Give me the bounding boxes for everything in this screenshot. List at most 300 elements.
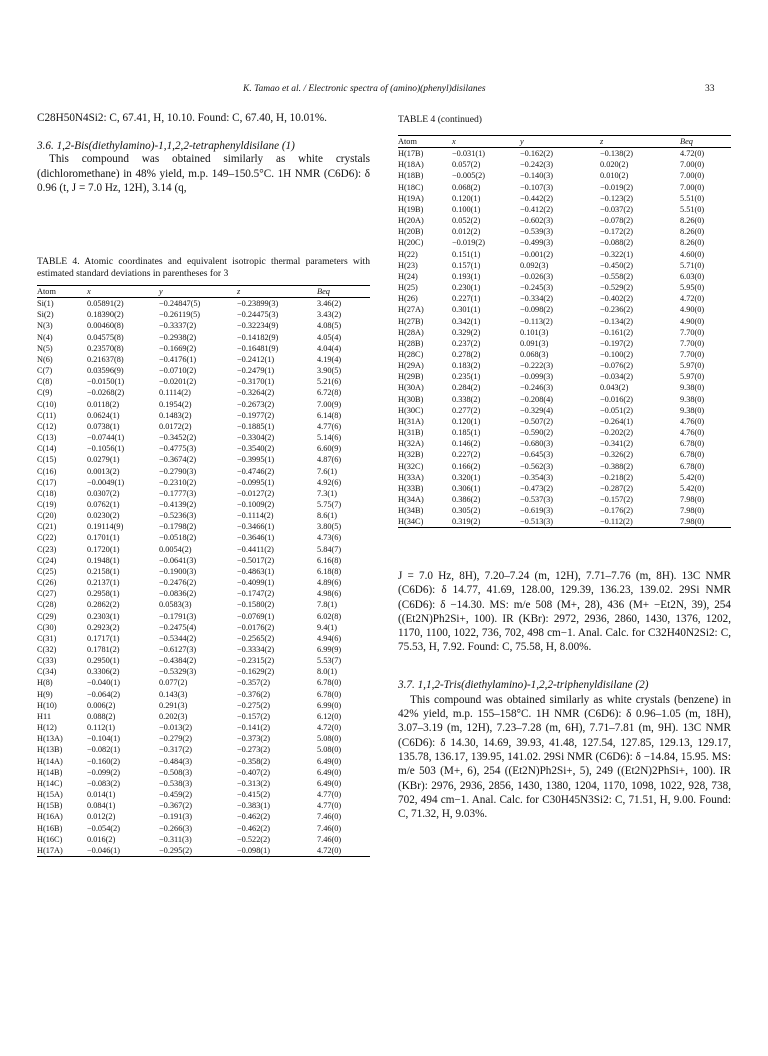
table-row xyxy=(37,365,370,376)
table-cell: 0.101(3) xyxy=(520,327,549,337)
table-cell: 4.72(0) xyxy=(317,723,342,733)
table-cell: −0.1580(2) xyxy=(237,600,275,610)
table-row xyxy=(37,555,370,566)
table-cell: 0.014(1) xyxy=(87,790,116,800)
table-row xyxy=(37,588,370,599)
table-cell: 0.0624(1) xyxy=(87,410,120,420)
table-cell: 5.71(0) xyxy=(680,260,705,270)
table-row xyxy=(37,510,370,521)
table-cell: H11 xyxy=(37,711,51,721)
table-cell: −0.037(2) xyxy=(600,204,634,214)
table-row xyxy=(37,677,370,688)
table-cell: −0.202(2) xyxy=(600,428,634,438)
table-row xyxy=(398,438,731,449)
table-cell: 0.120(1) xyxy=(452,416,481,426)
table-cell: 9.4(1) xyxy=(317,622,338,632)
table-cell: H(9) xyxy=(37,689,53,699)
table-cell: H(27A) xyxy=(398,305,424,315)
table-cell: 0.2950(1) xyxy=(87,656,120,666)
table-cell: 7.98(0) xyxy=(680,506,705,516)
table-cell: 4.87(6) xyxy=(317,455,342,465)
table-cell: −0.2565(2) xyxy=(237,633,275,643)
table-cell: −0.450(2) xyxy=(600,260,634,270)
table-cell: −0.484(3) xyxy=(159,756,193,766)
table-row xyxy=(398,461,731,472)
table-cell: −0.246(3) xyxy=(520,383,554,393)
table-cell: 3.46(2) xyxy=(317,299,342,309)
table-cell: H(19A) xyxy=(398,193,424,203)
table-cell: 0.016(2) xyxy=(87,834,116,844)
table-cell: 5.21(6) xyxy=(317,377,342,387)
table-cell: 0.100(1) xyxy=(452,204,481,214)
table-row xyxy=(398,505,731,516)
table-cell: −0.064(2) xyxy=(87,689,121,699)
table-cell: −0.24475(3) xyxy=(237,310,279,320)
table-cell: 5.84(7) xyxy=(317,544,342,554)
table-cell: −0.537(3) xyxy=(520,495,554,504)
table-cell: −0.680(3) xyxy=(520,439,554,449)
table-cell: H(34A) xyxy=(398,495,424,504)
table-cell: 0.0118(2) xyxy=(87,399,120,409)
table-cell: −0.2315(2) xyxy=(237,656,275,666)
table-row xyxy=(37,689,370,700)
table-cell: −0.2310(2) xyxy=(159,477,197,487)
table-cell: H(14B) xyxy=(37,767,63,777)
table-cell: 0.1948(1) xyxy=(87,555,120,565)
table-cell: −0.0268(2) xyxy=(87,388,125,398)
table-cell: C(23) xyxy=(37,544,57,554)
table-cell: −0.104(1) xyxy=(87,734,121,744)
column-header: Beq xyxy=(317,286,370,298)
table-cell: 0.0583(3) xyxy=(159,600,192,610)
table-cell: 0.088(2) xyxy=(87,711,116,721)
table-cell: 6.14(8) xyxy=(317,410,342,420)
table-cell: 9.38(0) xyxy=(680,405,705,415)
table-cell: 0.05891(2) xyxy=(87,299,124,309)
table-cell: −0.3646(1) xyxy=(237,533,275,543)
table-cell: −0.236(2) xyxy=(600,305,634,315)
table-row xyxy=(37,421,370,432)
table-cell: 7.00(0) xyxy=(680,160,705,170)
table-cell: 5.14(6) xyxy=(317,433,342,443)
table-cell: H(24) xyxy=(398,271,418,281)
table-cell: C(25) xyxy=(37,566,57,576)
table-cell: −0.24847(5) xyxy=(159,299,201,309)
table-row xyxy=(37,767,370,778)
table-cell: H(23) xyxy=(398,260,418,270)
table-cell: 5.97(0) xyxy=(680,372,705,382)
table-cell: 0.19114(9) xyxy=(87,522,124,532)
table-cell: 0.151(1) xyxy=(452,249,481,259)
table-cell: 0.306(1) xyxy=(452,483,481,493)
table-cell: −0.2476(2) xyxy=(159,578,197,588)
table-cell: −0.407(2) xyxy=(237,767,271,777)
table-cell: 0.03596(9) xyxy=(87,366,124,376)
table-cell: 4.76(0) xyxy=(680,416,705,426)
table-row xyxy=(37,611,370,622)
table-cell: −0.208(4) xyxy=(520,394,554,404)
table-cell: Si(2) xyxy=(37,310,54,320)
table-cell: −0.4099(1) xyxy=(237,578,275,588)
table-cell: H(10) xyxy=(37,700,57,710)
table-cell: −0.538(3) xyxy=(159,778,193,788)
table-cell: −0.562(3) xyxy=(520,461,554,471)
table-row xyxy=(398,304,731,315)
table-row xyxy=(398,237,731,248)
table-row xyxy=(37,354,370,365)
table-cell: 6.03(0) xyxy=(680,271,705,281)
table-cell: 0.143(3) xyxy=(159,689,188,699)
table-cell: −0.088(2) xyxy=(600,238,634,248)
table-cell: 6.12(0) xyxy=(317,711,342,721)
table-cell: −0.3170(1) xyxy=(237,377,275,387)
table-cell: H(26) xyxy=(398,294,418,304)
table-cell: H(15B) xyxy=(37,801,63,811)
table-cell: H(28B) xyxy=(398,338,424,348)
table-cell: 0.21637(8) xyxy=(87,354,124,364)
table-cell: H(32B) xyxy=(398,450,424,460)
table-cell: −0.3304(2) xyxy=(237,433,275,443)
table-cell: 7.98(0) xyxy=(680,495,705,504)
table-cell: 0.329(2) xyxy=(452,327,481,337)
table-row xyxy=(37,332,370,343)
table-cell: −0.4384(2) xyxy=(159,656,197,666)
table-cell: −0.367(2) xyxy=(159,801,193,811)
table-cell: −0.4863(1) xyxy=(237,566,275,576)
table-cell: −0.513(3) xyxy=(520,516,600,528)
table-cell: −0.0769(1) xyxy=(237,611,275,621)
table-row xyxy=(37,778,370,789)
table-cell: −0.1977(2) xyxy=(237,410,275,420)
table-cell: C(33) xyxy=(37,656,57,666)
table-cell: −0.2475(4) xyxy=(159,622,197,632)
table-cell: C(28) xyxy=(37,600,57,610)
table-cell: −0.32234(9) xyxy=(237,321,279,331)
table-cell: H(17A) xyxy=(37,845,87,857)
table-cell: 6.49(0) xyxy=(317,778,342,788)
table-cell: −0.112(2) xyxy=(600,516,680,528)
table-cell: 4.60(0) xyxy=(680,249,705,259)
table-cell: 0.2958(1) xyxy=(87,589,120,599)
table-cell: 0.0230(2) xyxy=(87,511,120,521)
table-row xyxy=(37,499,370,510)
table-cell: −0.2673(2) xyxy=(237,399,275,409)
table-cell: 5.95(0) xyxy=(680,283,705,293)
section-3-6-body: This compound was obtained similarly as white crystals (dichloromethane) in 48% yield, m.p. 149–150.5°C. 1H NMR (C6D6): δ 0.96 (t, J = 7.0 Hz, 12H), 3.14 (q, xyxy=(37,153,370,194)
table-cell: −0.16481(9) xyxy=(237,343,279,353)
table-cell: 3.90(5) xyxy=(317,366,342,376)
table-cell: 5.08(0) xyxy=(317,734,342,744)
table-cell: −0.275(2) xyxy=(237,700,271,710)
table-cell: 5.42(0) xyxy=(680,483,705,493)
table-right-wrap xyxy=(398,135,731,528)
table-cell: −0.245(3) xyxy=(520,283,554,293)
table-row xyxy=(37,309,370,320)
table-cell: 4.92(6) xyxy=(317,477,342,487)
table-cell: −0.218(2) xyxy=(600,472,634,482)
table-cell: 5.51(0) xyxy=(680,193,705,203)
table-cell: C(24) xyxy=(37,555,57,565)
table-cell: 4.08(5) xyxy=(317,321,342,331)
table-cell: −0.051(2) xyxy=(600,405,634,415)
table-cell: H(16C) xyxy=(37,834,63,844)
table-cell: N(6) xyxy=(37,354,53,364)
table-cell: 7.00(9) xyxy=(317,399,342,409)
table-cell: −0.0641(3) xyxy=(159,555,197,565)
table-cell: 7.3(1) xyxy=(317,488,338,498)
table-cell: −0.2790(3) xyxy=(159,466,197,476)
table-cell: 4.72(0) xyxy=(680,294,705,304)
table-cell: 6.78(0) xyxy=(680,461,705,471)
table-cell: −0.113(2) xyxy=(520,316,553,326)
table-cell: −0.1056(1) xyxy=(87,444,125,454)
table-cell: −0.326(2) xyxy=(600,450,634,460)
table-cell: H(20B) xyxy=(398,227,424,237)
table-cell: 0.1114(2) xyxy=(159,388,191,398)
table-cell: −0.046(1) xyxy=(87,845,159,857)
table-cell: −0.1900(3) xyxy=(159,566,197,576)
table-row xyxy=(398,349,731,360)
table-cell: 0.2923(2) xyxy=(87,622,120,632)
table-row xyxy=(37,666,370,677)
table-cell: −0.1747(2) xyxy=(237,589,275,599)
table-cell: H(16B) xyxy=(37,823,63,833)
table-row xyxy=(37,454,370,465)
table-cell: 0.0279(1) xyxy=(87,455,120,465)
table-cell: 6.60(9) xyxy=(317,444,342,454)
table-cell: 0.0054(2) xyxy=(159,544,192,554)
table-cell: 0.193(1) xyxy=(452,271,481,281)
column-header: x xyxy=(87,286,159,298)
table-cell: H(18B) xyxy=(398,171,424,181)
table-cell: −0.402(2) xyxy=(600,294,634,304)
table-cell: N(5) xyxy=(37,343,53,353)
table-cell: H(15A) xyxy=(37,790,63,800)
table-cell: H(32C) xyxy=(398,461,424,471)
table-cell: −0.334(2) xyxy=(520,294,554,304)
table-cell: −0.3466(1) xyxy=(237,522,275,532)
table-cell: −0.019(2) xyxy=(600,182,634,192)
table-row xyxy=(398,483,731,494)
table-cell: −0.0176(2) xyxy=(237,622,275,632)
table-cell: 0.305(2) xyxy=(452,506,481,516)
table-cell: C(7) xyxy=(37,366,53,376)
left-top-text xyxy=(37,111,370,195)
table-row xyxy=(37,644,370,655)
table-cell: 4.72(0) xyxy=(317,845,370,857)
table-row xyxy=(398,170,731,181)
table-cell: −0.558(2) xyxy=(600,271,634,281)
table-cell: 5.53(7) xyxy=(317,656,342,666)
table-cell: −0.099(3) xyxy=(520,372,554,382)
table-cell: −0.2938(2) xyxy=(159,332,197,342)
table-cell: H(34C) xyxy=(398,516,452,528)
table-cell: 0.18390(2) xyxy=(87,310,124,320)
table-cell: 0.183(2) xyxy=(452,361,481,371)
table-cell: −0.0518(2) xyxy=(159,533,197,543)
section-3-7-body: This compound was obtained similarly as white crystals (benzene) in 42% yield, m.p. 155–158°C. 1H NMR (C6D6): δ 0.96–1.05 (m, 18H), 3.07–3.19 (m, 12H), 7.23–7.28 (m, 6H), 7.71–7.81 (m, 9H). 13C NMR (C6D6): δ 14.30, 14.69, 39.93, 41.48, 127.54, 127.85, 129.13, 129.17, 135.78, 136.17, 139.95, 141.02. 29Si NMR (C6D6): δ −14.84, 15.95. MS: m/e 503 (M+, 6), 254 ((Et2N)Ph2Si+, 5), 249 ((Et2N)2PhSi+, 100). IR (KBr): 2976, 2936, 2856, 1430, 1380, 1204, 1170, 1098, 1022, 928, 738, 702, 494 cm−1. Anal. Calc. for C30H45N3Si2: C, 71.51, H, 9.00. Found: C, 71.32, H, 9.03%. xyxy=(398,693,731,821)
table-cell: C(8) xyxy=(37,377,53,387)
table-row xyxy=(398,260,731,271)
table-cell: −0.1885(1) xyxy=(237,421,275,431)
section-heading-3-7: 3.7. 1,1,2-Tris(diethylamino)-1,2,2-triphenyldisilane (2) xyxy=(398,678,649,691)
table-cell: −0.222(3) xyxy=(520,361,554,371)
page-number: 33 xyxy=(705,84,715,94)
table-right-header xyxy=(398,136,731,148)
table-cell: C(27) xyxy=(37,589,57,599)
table-cell: −0.273(2) xyxy=(237,745,271,755)
table-cell: 0.077(2) xyxy=(159,678,188,688)
table-cell: 0.230(1) xyxy=(452,283,481,293)
table-cell: 7.70(0) xyxy=(680,338,705,348)
table-cell: C(21) xyxy=(37,522,57,532)
table-cell: −0.266(3) xyxy=(159,823,193,833)
table-cell: 6.78(0) xyxy=(317,678,342,688)
table-cell: 0.146(2) xyxy=(452,439,481,449)
table-row xyxy=(37,744,370,755)
table-cell: −0.388(2) xyxy=(600,461,634,471)
table-cell: H(20A) xyxy=(398,216,424,226)
table-cell: −0.329(4) xyxy=(520,405,554,415)
table-cell: C(20) xyxy=(37,511,57,521)
table-row xyxy=(398,148,731,160)
table-cell: 0.092(3) xyxy=(520,260,549,270)
table-cell: −0.522(2) xyxy=(237,834,271,844)
table-row xyxy=(37,622,370,633)
table-cell: −0.161(2) xyxy=(600,327,634,337)
table-cell: −0.358(2) xyxy=(237,756,271,766)
table-cell: 0.0738(1) xyxy=(87,421,120,431)
table-cell: 0.1717(1) xyxy=(87,633,120,643)
table-row xyxy=(37,845,370,857)
table-row xyxy=(37,800,370,811)
table-cell: −0.138(2) xyxy=(600,149,634,159)
table-cell: 0.338(2) xyxy=(452,394,481,404)
table-cell: 0.006(2) xyxy=(87,700,116,710)
table-cell: 6.02(8) xyxy=(317,611,342,621)
table-cell: N(4) xyxy=(37,332,53,342)
table-cell: −0.459(2) xyxy=(159,790,193,800)
table-row xyxy=(398,204,731,215)
table-row xyxy=(37,633,370,644)
table-cell: −0.1629(2) xyxy=(237,667,275,677)
table-cell: 6.18(8) xyxy=(317,566,342,576)
table-cell: H(27B) xyxy=(398,316,424,326)
table-cell: 4.89(6) xyxy=(317,578,342,588)
table-row xyxy=(37,834,370,845)
column-header: y xyxy=(520,136,600,148)
table-cell: −0.3337(2) xyxy=(159,321,197,331)
table-cell: C(31) xyxy=(37,633,57,643)
table-cell: 6.78(0) xyxy=(680,439,705,449)
table-cell: 0.2303(1) xyxy=(87,611,120,621)
table-cell: 7.8(1) xyxy=(317,600,338,610)
table-cell: C(26) xyxy=(37,578,57,588)
table-left-header xyxy=(37,286,370,298)
table-cell: −0.508(3) xyxy=(159,767,193,777)
table-cell: −0.099(2) xyxy=(87,767,121,777)
table-cell: 0.043(2) xyxy=(600,383,629,393)
table-cell: 0.23570(8) xyxy=(87,343,124,353)
table-cell: 4.90(0) xyxy=(680,305,705,315)
table-cell: 0.227(1) xyxy=(452,294,481,304)
table-cell: H(8) xyxy=(37,678,53,688)
right-text xyxy=(398,569,731,821)
table-cell: −0.14182(9) xyxy=(237,332,279,342)
table-cell: C(29) xyxy=(37,611,57,621)
table-cell: C(32) xyxy=(37,645,57,654)
table-cell: −0.311(3) xyxy=(159,834,192,844)
table-cell: −0.1798(2) xyxy=(159,522,197,532)
table-row xyxy=(398,382,731,393)
table-cell: 6.72(8) xyxy=(317,388,342,398)
table-cell: 0.278(2) xyxy=(452,349,481,359)
table-cell: 0.320(1) xyxy=(452,472,481,482)
table-cell: −0.031(1) xyxy=(452,149,486,159)
column-header: Atom xyxy=(398,136,452,148)
table-cell: 0.202(3) xyxy=(159,711,188,721)
table-cell: H(29B) xyxy=(398,372,424,382)
table-cell: 4.05(4) xyxy=(317,332,342,342)
table-cell: 0.068(3) xyxy=(520,349,549,359)
table-cell: −0.354(3) xyxy=(520,472,554,482)
table-cell: 0.2862(2) xyxy=(87,600,120,610)
table-cell: 0.1701(1) xyxy=(87,533,120,543)
table-row xyxy=(398,516,731,528)
table-cell: 0.068(2) xyxy=(452,182,481,192)
table-cell: −0.107(3) xyxy=(520,182,554,192)
table-cell: C(13) xyxy=(37,433,57,443)
table-cell: 0.112(1) xyxy=(87,723,116,733)
table-cell: −0.040(1) xyxy=(87,678,121,688)
table-row xyxy=(398,405,731,416)
table-cell: 7.46(0) xyxy=(317,823,342,833)
table-cell: −0.5236(3) xyxy=(159,511,197,521)
table-cell: −0.313(2) xyxy=(237,778,271,788)
table-row xyxy=(37,599,370,610)
table-cell: −0.264(1) xyxy=(600,416,634,426)
table-cell: 4.72(0) xyxy=(680,149,705,159)
table-cell: 8.0(1) xyxy=(317,667,338,677)
table-cell: H(32A) xyxy=(398,439,424,449)
table-row xyxy=(398,394,731,405)
table-cell: H(28C) xyxy=(398,349,424,359)
table-cell: 0.091(3) xyxy=(520,338,549,348)
table-cell: H(14A) xyxy=(37,756,63,766)
table-cell: −0.5329(3) xyxy=(159,667,197,677)
table-row xyxy=(37,532,370,543)
section-3-6-continued: J = 7.0 Hz, 8H), 7.20–7.24 (m, 12H), 7.71–7.76 (m, 8H). 13C NMR (C6D6): δ 14.77, 41.69, 128.00, 129.39, 136.23, 139.02. 29Si NMR (C6D6): δ −14.30. MS: m/e 508 (M+, 28), 436 (M+ −Et2N, 39), 254 ((Et2N)Ph2Si+, 100). IR (KBr): 2972, 2936, 2860, 1430, 1376, 1202, 1170, 1100, 1022, 736, 702, 498 cm−1. Anal. Calc. for C32H40N2Si2: C, 75.53, H, 7.92. Found: C, 75.58, H, 8.00%. xyxy=(398,570,731,654)
table-cell: −0.123(2) xyxy=(600,193,634,203)
table-cell: 5.97(0) xyxy=(680,361,705,371)
table-cell: −0.590(2) xyxy=(520,428,554,438)
column-header: Beq xyxy=(680,136,731,148)
table-cell: −0.357(2) xyxy=(237,678,271,688)
table-cell: −0.539(3) xyxy=(520,227,554,237)
table-cell: 9.38(0) xyxy=(680,394,705,404)
table-cell: 6.99(9) xyxy=(317,645,342,654)
table-cell: −0.0710(2) xyxy=(159,366,197,376)
table-cell: 4.04(4) xyxy=(317,343,342,353)
table-cell: −0.499(3) xyxy=(520,238,554,248)
table-cell: 8.26(0) xyxy=(680,227,705,237)
table-row xyxy=(37,343,370,354)
table-cell: −0.412(2) xyxy=(520,204,554,214)
table-row xyxy=(37,376,370,387)
table-cell: −0.1791(3) xyxy=(159,611,197,621)
table-right-caption: TABLE 4 (continued) xyxy=(398,114,482,125)
table-row xyxy=(37,722,370,733)
